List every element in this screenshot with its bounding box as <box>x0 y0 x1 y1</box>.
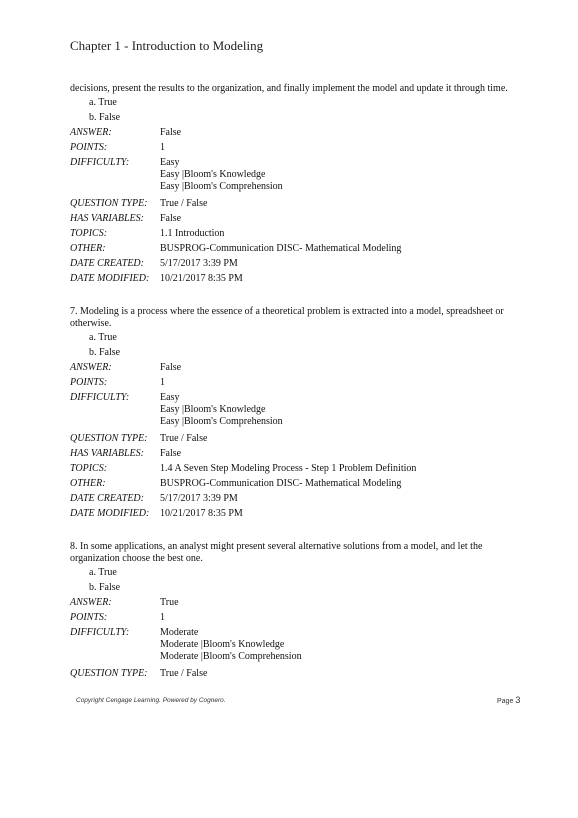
answer-value: False <box>160 362 182 373</box>
answer-label: ANSWER: <box>70 597 112 608</box>
points-label: POINTS: <box>70 142 108 153</box>
difficulty-label: DIFFICULTY: <box>70 157 130 168</box>
answer-label: ANSWER: <box>70 362 112 373</box>
has-variables-value: False <box>160 213 182 224</box>
points-value: 1 <box>160 612 165 623</box>
question-8 <box>70 541 525 681</box>
other-value: BUSPROG-Communication DISC- Mathematical Modeling <box>160 478 402 489</box>
question-type-value: True / False <box>160 198 208 209</box>
difficulty-label: DIFFICULTY: <box>70 627 130 638</box>
question-text: 7. Modeling is a process where the essence of a theoretical problem is extracted into a model, spreadsheet or otherwise. <box>70 306 504 329</box>
date-created-value: 5/17/2017 3:39 PM <box>160 493 238 504</box>
difficulty-row <box>70 625 525 666</box>
option-true: a. True <box>89 332 117 343</box>
date-modified-label: DATE MODIFIED: <box>70 508 150 519</box>
date-modified-value: 10/21/2017 8:35 PM <box>160 273 243 284</box>
other-label: OTHER: <box>70 243 106 254</box>
page-number-value: 3 <box>515 695 521 705</box>
question-6 <box>70 83 525 286</box>
difficulty-value: Easy |Bloom's Comprehension <box>160 181 283 192</box>
topics-value: 1.1 Introduction <box>160 228 225 239</box>
topics-row <box>70 461 525 476</box>
date-modified-row <box>70 271 525 286</box>
question-type-value: True / False <box>160 668 208 679</box>
difficulty-value: Moderate |Bloom's Comprehension <box>160 651 302 662</box>
option-false: b. False <box>89 112 121 123</box>
points-label: POINTS: <box>70 612 108 623</box>
question-type-row <box>70 666 525 681</box>
option-true: a. True <box>89 567 117 578</box>
answer-label: ANSWER: <box>70 127 112 138</box>
page-header-title: Chapter 1 - Introduction to Modeling <box>70 38 264 53</box>
question-type-label: QUESTION TYPE: <box>70 198 148 209</box>
answer-row <box>70 125 525 140</box>
points-row <box>70 140 525 155</box>
difficulty-value: Easy |Bloom's Knowledge <box>160 404 266 415</box>
page-number <box>497 695 520 705</box>
answer-value: False <box>160 127 182 138</box>
answer-value: True <box>160 597 179 608</box>
date-created-row <box>70 256 525 271</box>
option-false: b. False <box>89 347 121 358</box>
date-modified-row <box>70 506 525 521</box>
difficulty-value: Moderate <box>160 627 199 638</box>
date-created-label: DATE CREATED: <box>70 258 144 269</box>
copyright-notice: Copyright Cengage Learning. Powered by Cognero. <box>76 697 226 704</box>
points-row <box>70 375 525 390</box>
difficulty-value: Moderate |Bloom's Knowledge <box>160 639 285 650</box>
date-created-row <box>70 491 525 506</box>
has-variables-value: False <box>160 448 182 459</box>
answer-row <box>70 595 525 610</box>
question-type-label: QUESTION TYPE: <box>70 433 148 444</box>
other-value: BUSPROG-Communication DISC- Mathematical Modeling <box>160 243 402 254</box>
difficulty-value: Easy <box>160 157 180 168</box>
answer-row <box>70 360 525 375</box>
points-value: 1 <box>160 377 165 388</box>
points-row <box>70 610 525 625</box>
has-variables-row <box>70 446 525 461</box>
question-7 <box>70 306 525 521</box>
has-variables-label: HAS VARIABLES: <box>70 213 144 224</box>
question-list <box>70 83 525 681</box>
difficulty-label: DIFFICULTY: <box>70 392 130 403</box>
option-false: b. False <box>89 582 121 593</box>
other-row <box>70 476 525 491</box>
date-created-value: 5/17/2017 3:39 PM <box>160 258 238 269</box>
difficulty-value: Easy |Bloom's Comprehension <box>160 416 283 427</box>
topics-row <box>70 226 525 241</box>
difficulty-value: Easy <box>160 392 180 403</box>
other-row <box>70 241 525 256</box>
date-created-label: DATE CREATED: <box>70 493 144 504</box>
question-type-value: True / False <box>160 433 208 444</box>
topics-label: TOPICS: <box>70 228 108 239</box>
question-type-row <box>70 196 525 211</box>
has-variables-row <box>70 211 525 226</box>
points-label: POINTS: <box>70 377 108 388</box>
date-modified-value: 10/21/2017 8:35 PM <box>160 508 243 519</box>
other-label: OTHER: <box>70 478 106 489</box>
option-true: a. True <box>89 97 117 108</box>
question-text: decisions, present the results to the organization, and finally implement the model and update it through time. <box>70 83 508 94</box>
topics-value: 1.4 A Seven Step Modeling Process - Step 1 Problem Definition <box>160 463 417 474</box>
difficulty-value: Easy |Bloom's Knowledge <box>160 169 266 180</box>
difficulty-row <box>70 155 525 196</box>
has-variables-label: HAS VARIABLES: <box>70 448 144 459</box>
difficulty-row <box>70 390 525 431</box>
question-type-row <box>70 431 525 446</box>
question-type-label: QUESTION TYPE: <box>70 668 148 679</box>
page-label: Page <box>497 698 514 705</box>
topics-label: TOPICS: <box>70 463 108 474</box>
question-text: 8. In some applications, an analyst might present several alternative solutions from a model, and let the organization choose the best one. <box>70 541 483 564</box>
points-value: 1 <box>160 142 165 153</box>
date-modified-label: DATE MODIFIED: <box>70 273 150 284</box>
